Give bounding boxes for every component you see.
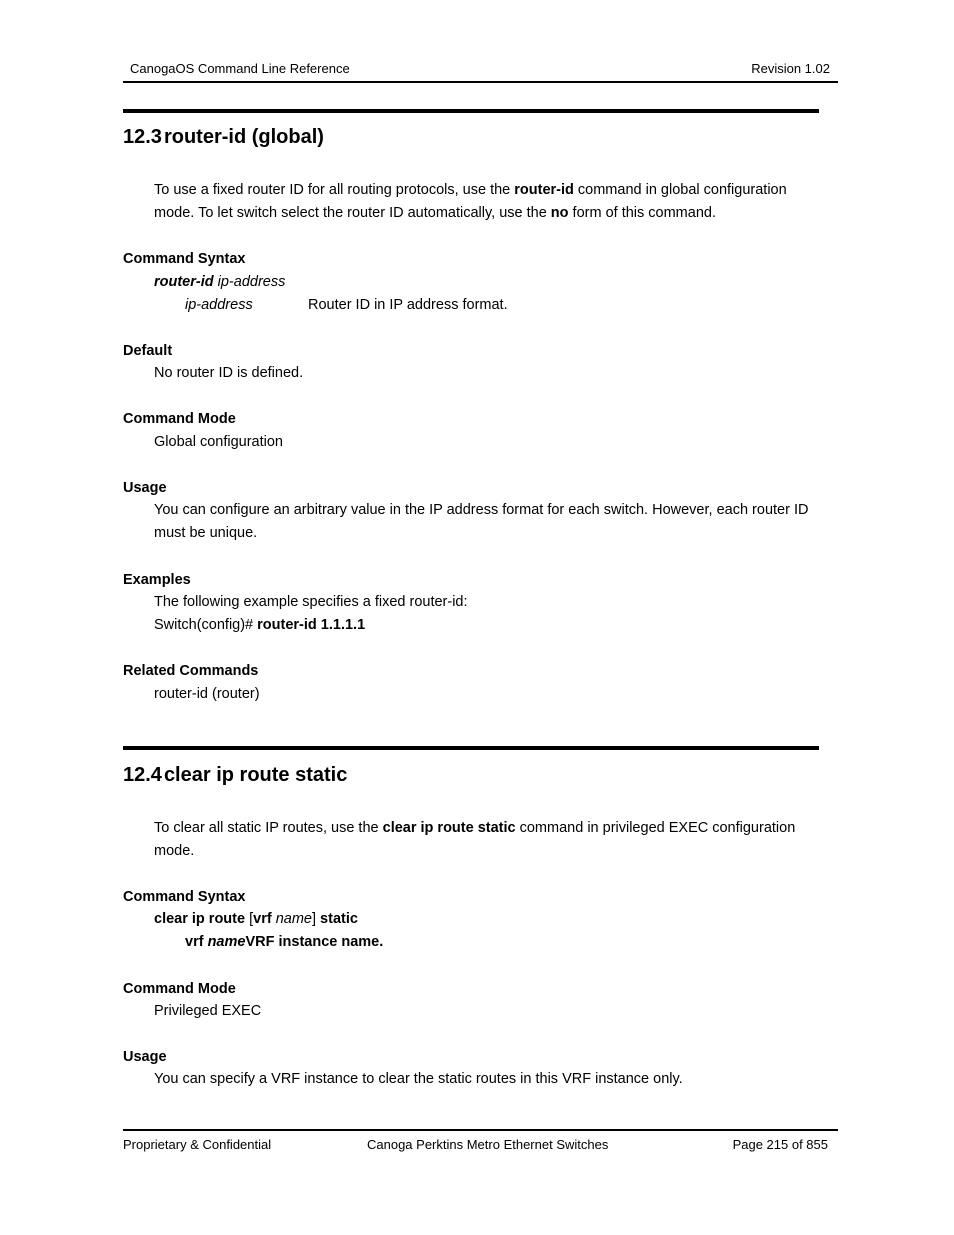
intro-paragraph-line2 bbox=[154, 202, 716, 225]
parameter-description: VRF instance name. bbox=[245, 934, 384, 950]
examples-label: Examples bbox=[123, 572, 191, 588]
command-syntax bbox=[154, 271, 285, 294]
syntax-argument: ip-address bbox=[213, 274, 286, 290]
intro-paragraph-line1 bbox=[154, 817, 795, 840]
intro-text: form of this command. bbox=[568, 205, 716, 221]
intro-text: To use a fixed router ID for all routing protocols, use the bbox=[154, 182, 515, 198]
intro-command: clear ip route static bbox=[382, 820, 516, 836]
section-heading bbox=[123, 764, 347, 787]
default-label: Default bbox=[123, 343, 173, 359]
usage-text: You can specify a VRF instance to clear the static routes in this VRF instance only. bbox=[154, 1071, 683, 1087]
example-prompt: Switch(config)# bbox=[154, 617, 258, 633]
usage-line1: You can configure an arbitrary value in the IP address format for each switch. However, each router ID bbox=[154, 502, 809, 518]
running-header-revision: Revision 1.02 bbox=[751, 61, 830, 76]
usage-label: Usage bbox=[123, 480, 167, 496]
header-rule bbox=[123, 81, 838, 83]
intro-text: To clear all static IP routes, use the bbox=[154, 820, 383, 836]
related-command: router-id (router) bbox=[154, 686, 260, 702]
syntax-command: router-id bbox=[154, 274, 214, 290]
command-syntax bbox=[154, 908, 358, 931]
syntax-vrf-keyword: vrf bbox=[253, 911, 272, 927]
intro-text: mode. To let switch select the router ID automatically, use the bbox=[154, 205, 551, 221]
intro-paragraph-line2: mode. bbox=[154, 843, 195, 859]
command-syntax-label: Command Syntax bbox=[123, 251, 246, 267]
parameter-description: Router ID in IP address format. bbox=[308, 297, 508, 313]
command-mode-label: Command Mode bbox=[123, 981, 236, 997]
section-heading bbox=[123, 126, 324, 149]
running-header-title: CanogaOS Command Line Reference bbox=[130, 61, 350, 76]
section-number: 12.3 bbox=[123, 126, 162, 148]
parameter-name-argument: name bbox=[207, 934, 246, 950]
parameter-line bbox=[185, 931, 383, 954]
default-text: No router ID is defined. bbox=[154, 365, 304, 381]
example-command: router-id 1.1.1.1 bbox=[257, 617, 366, 633]
parameter-name bbox=[185, 294, 253, 317]
command-mode-label: Command Mode bbox=[123, 411, 236, 427]
section-title: clear ip route static bbox=[163, 764, 348, 786]
example-command-line bbox=[154, 614, 365, 637]
section-number: 12.4 bbox=[123, 764, 162, 786]
usage-line2: must be unique. bbox=[154, 525, 258, 541]
syntax-static-keyword: static bbox=[320, 911, 358, 927]
section-rule bbox=[123, 746, 819, 750]
usage-label: Usage bbox=[123, 1049, 167, 1065]
intro-paragraph-line1 bbox=[154, 179, 787, 202]
syntax-name-argument: name bbox=[271, 911, 312, 927]
command-mode-text: Global configuration bbox=[154, 434, 283, 450]
footer-confidential: Proprietary & Confidential bbox=[123, 1137, 272, 1152]
command-syntax-label: Command Syntax bbox=[123, 889, 246, 905]
command-mode-text: Privileged EXEC bbox=[154, 1003, 262, 1019]
section-title: router-id (global) bbox=[163, 126, 324, 148]
intro-no-keyword: no bbox=[550, 205, 569, 221]
parameter-name-text: ip-address bbox=[185, 297, 253, 313]
related-commands-label: Related Commands bbox=[123, 663, 259, 679]
example-description: The following example specifies a fixed router-id: bbox=[154, 594, 468, 610]
intro-text: command in global configuration bbox=[573, 182, 787, 198]
intro-command: router-id bbox=[514, 182, 574, 198]
footer-page-number: Page 215 of 855 bbox=[732, 1137, 828, 1152]
parameter-vrf-keyword: vrf bbox=[185, 934, 208, 950]
section-rule bbox=[123, 109, 819, 113]
syntax-command: clear ip route bbox=[154, 911, 246, 927]
intro-text: command in privileged EXEC configuration bbox=[515, 820, 796, 836]
syntax-bracket-close: ] bbox=[311, 911, 321, 927]
footer-product: Canoga Perktins Metro Ethernet Switches bbox=[367, 1137, 609, 1152]
footer-rule bbox=[123, 1129, 838, 1131]
syntax-bracket-open: [ bbox=[245, 911, 254, 927]
